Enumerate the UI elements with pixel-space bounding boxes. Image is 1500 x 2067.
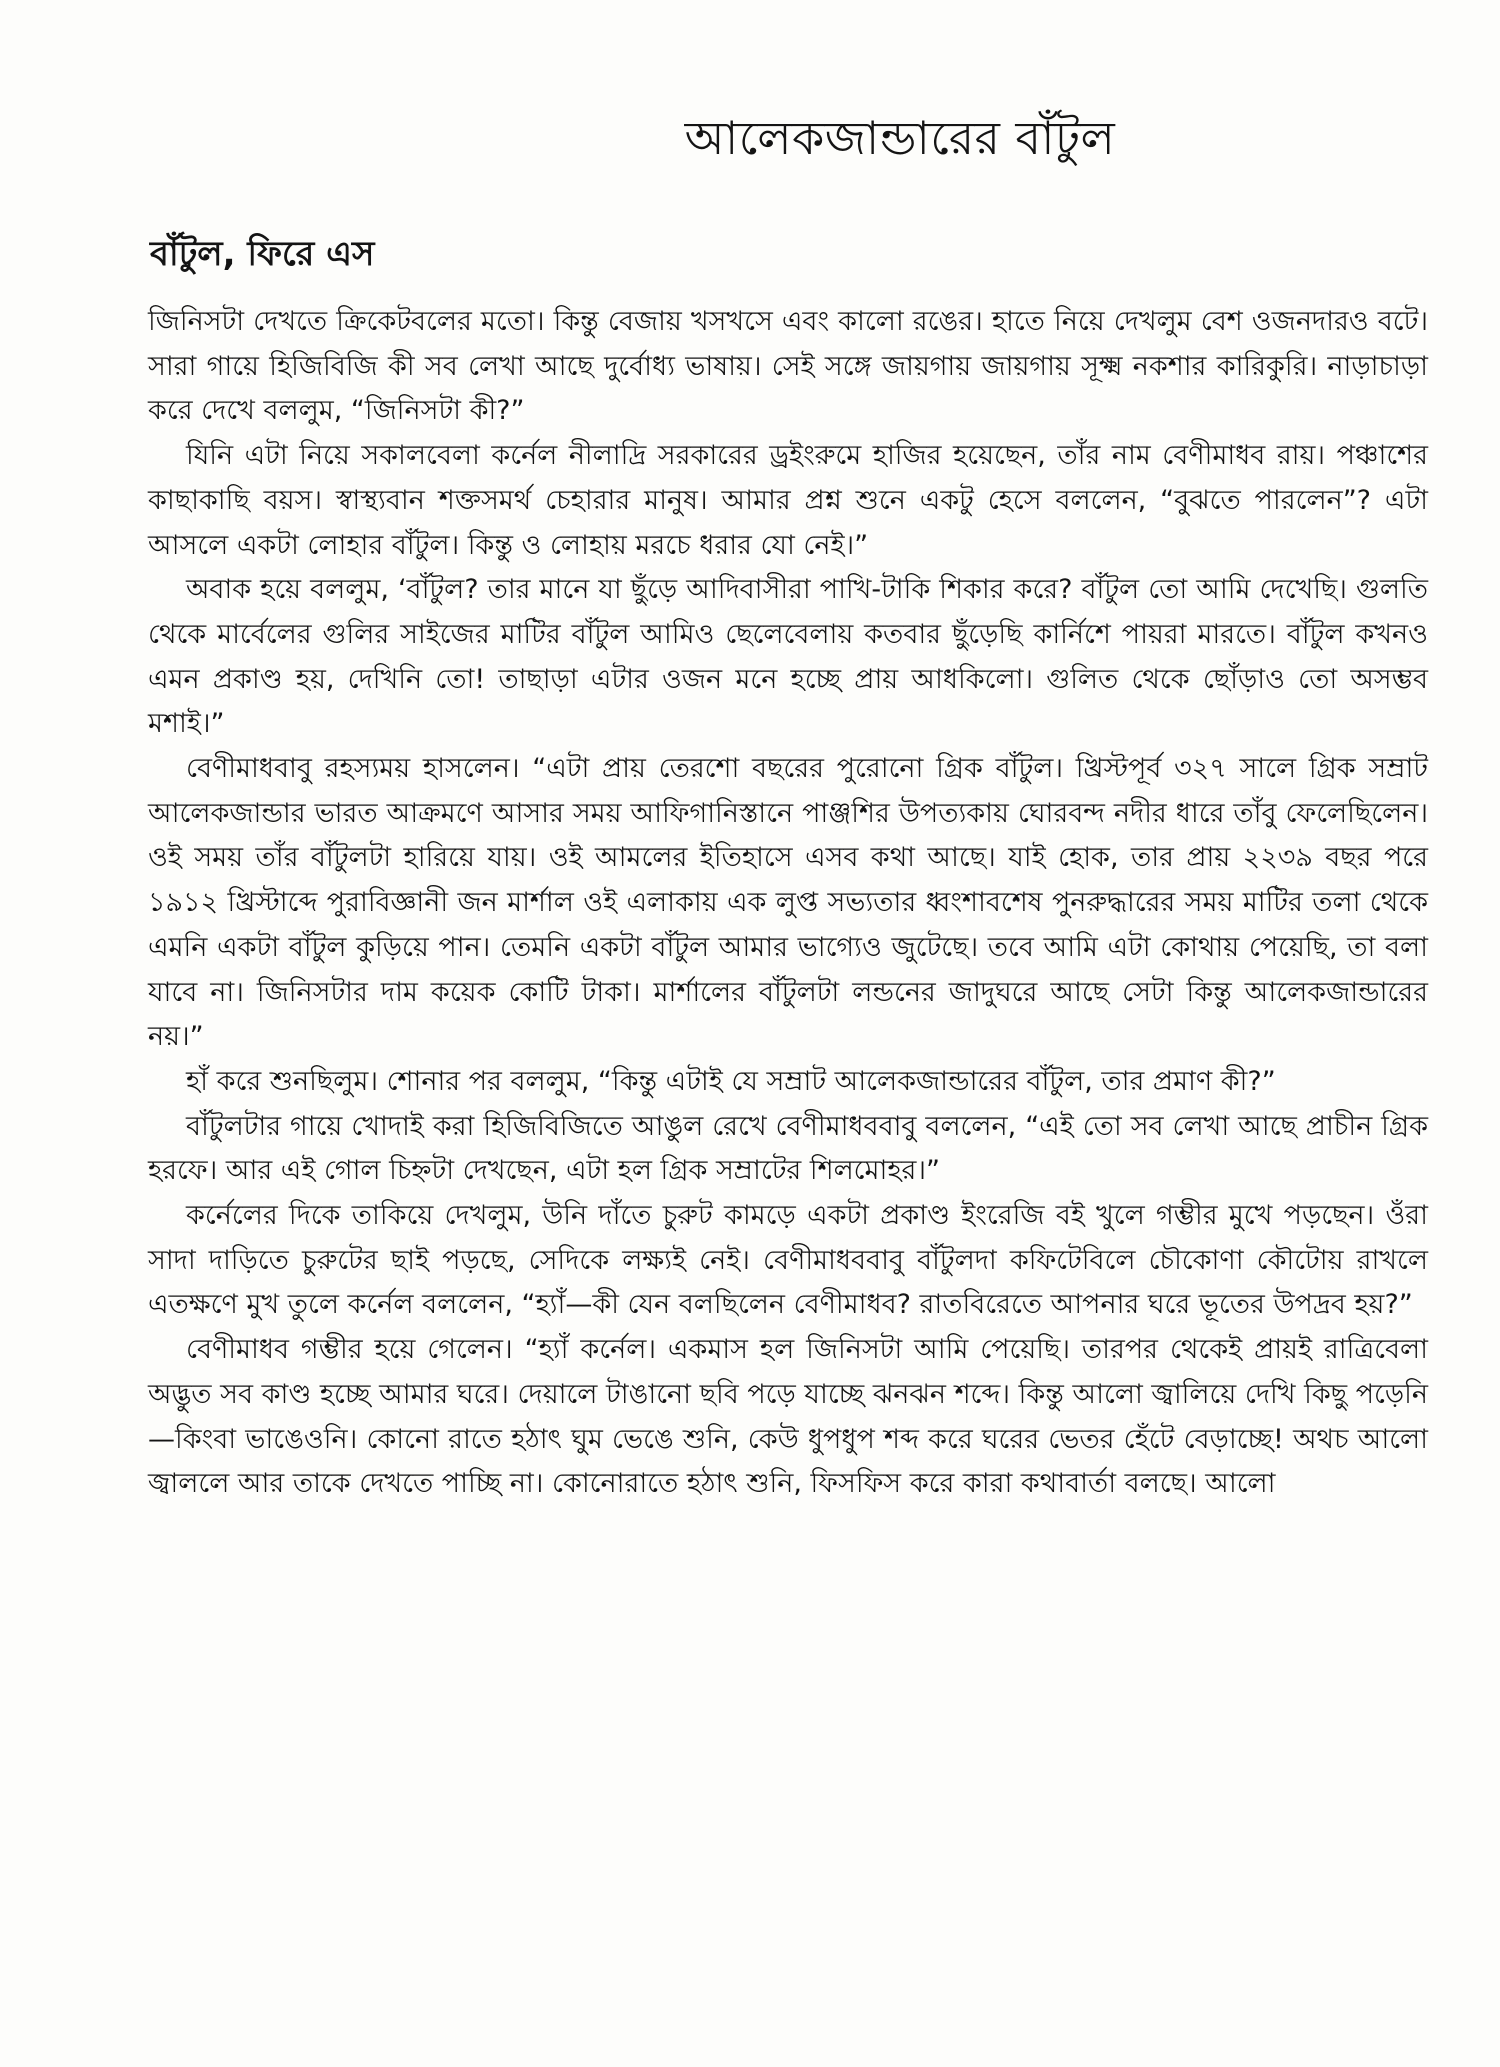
paragraph: বেণীমাধবাবু রহস্যময় হাসলেন। “এটা প্রায় তেরশো বছরের পুরোনো গ্রিক বাঁটুল। খ্রিস্টপূর্ব ৩২৭ সালে গ্রিক সম্রাট আলেকজান্ডার ভারত আক্রমণে আসার সময় আফিগানিস্তানে পাঞ্জশির উপত্যকায় ঘোরবন্দ নদীর ধারে তাঁবু ফেলেছিলেন। ওই সময় তাঁর বাঁটুলটা হারিয়ে যায়। ওই আমলের ইতিহাসে এসব কথা আছে। যাই হোক, তার প্রায় ২২৩৯ বছর পরে ১৯১২ খ্রিস্টাব্দে পুরাবিজ্ঞানী জন মার্শাল ওই এলাকায় এক লুপ্ত সভ্যতার ধ্বংশাবশেষ পুনরুদ্ধারের সময় মাটির তলা থেকে এমনি একটা বাঁটুল কুড়িয়ে পান। তেমনি একটা বাঁটুল আমার ভাগ্যেও জুটেছে। তবে আমি এটা কোথায় পেয়েছি, তা বলা যাবে না। জিনিসটার দাম কয়েক কোটি টাকা। মার্শালের বাঁটুলটা লন্ডনের জাদুঘরে আছে সেটা কিন্তু আলেকজান্ডারের নয়।” xyxy=(148,753,1428,1053)
chapter-title: আলেকজান্ডারের বাঁটুল xyxy=(684,111,1116,165)
paragraph: যিনি এটা নিয়ে সকালবেলা কর্নেল নীলাদ্রি সরকারের ড্রইংরুমে হাজির হয়েছেন, তাঁর নাম বেণীমাধব রায়। পঞ্চাশের কাছাকাছি বয়স। স্বাস্থ্যবান শক্তসমর্থ চেহারার মানুষ। আমার প্রশ্ন শুনে একটু হেসে বললেন, “বুঝতে পারলেন”? এটা আসলে একটা লোহার বাঁটুল। কিন্তু ও লোহায় মরচে ধরার যো নেই।” xyxy=(148,440,1428,561)
body-text xyxy=(148,300,1428,1507)
paragraph: বেণীমাধব গম্ভীর হয়ে গেলেন। “হ্যাঁ কর্নেল। একমাস হল জিনিসটা আমি পেয়েছি। তারপর থেকেই প্রায়ই রাত্রিবেলা অদ্ভুত সব কাণ্ড হচ্ছে আমার ঘরে। দেয়ালে টাঙানো ছবি পড়ে যাচ্ছে ঝনঝন শব্দে। কিন্তু আলো জ্বালিয়ে দেখি কিছু পড়েনি—কিংবা ভাঙেওনি। কোনো রাতে হঠাৎ ঘুম ভেঙে শুনি, কেউ ধুপধুপ শব্দ করে ঘরের ভেতর হেঁটে বেড়াচ্ছে! অথচ আলো জ্বাললে আর তাকে দেখতে পাচ্ছি না। কোনোরাতে হঠাৎ শুনি, ফিসফিস করে কারা কথাবার্তা বলছে। আলো xyxy=(148,1334,1428,1500)
section-heading: বাঁটুল, ফিরে এস xyxy=(150,234,375,274)
paragraph: জিনিসটা দেখতে ক্রিকেটবলের মতো। কিন্তু বেজায় খসখসে এবং কালো রঙের। হাতে নিয়ে দেখলুম বেশ ওজনদারও বটে। সারা গায়ে হিজিবিজি কী সব লেখা আছে দুর্বোধ্য ভাষায়। সেই সঙ্গে জায়গায় জায়গায় সূক্ষ্ম নকশার কারিকুরি। নাড়াচাড়া করে দেখে বললুম, “জিনিসটা কী?” xyxy=(148,306,1428,427)
paragraph: হাঁ করে শুনছিলুম। শোনার পর বললুম, “কিন্তু এটাই যে সম্রাট আলেকজান্ডারের বাঁটুল, তার প্রমাণ কী?” xyxy=(186,1065,1276,1097)
paragraph: কর্নেলের দিকে তাকিয়ে দেখলুম, উনি দাঁতে চুরুট কামড়ে একটা প্রকাণ্ড ইংরেজি বই খুলে গম্ভীর মুখে পড়ছেন। ওঁরা সাদা দাড়িতে চুরুটের ছাই পড়ছে, সেদিকে লক্ষ্যই নেই। বেণীমাধববাবু বাঁটুলদা কফিটেবিলে চৌকোণা কৌটোয় রাখলে এতক্ষণে মুখ তুলে কর্নেল বললেন, “হ্যাঁ—কী যেন বলছিলেন বেণীমাধব? রাতবিরেতে আপনার ঘরে ভূতের উপদ্রব হয়?” xyxy=(148,1200,1428,1321)
paragraph: বাঁটুলটার গায়ে খোদাই করা হিজিবিজিতে আঙুল রেখে বেণীমাধববাবু বললেন, “এই তো সব লেখা আছে প্রাচীন গ্রিক হরফে। আর এই গোল চিহ্নটা দেখছেন, এটা হল গ্রিক সম্রাটের শিলমোহর।” xyxy=(148,1110,1428,1187)
paragraph: অবাক হয়ে বললুম, ‘বাঁটুল? তার মানে যা ছুঁড়ে আদিবাসীরা পাখি-টাকি শিকার করে? বাঁটুল তো আমি দেখেছি। গুলতি থেকে মার্বেলের গুলির সাইজের মাটির বাঁটুল আমিও ছেলেবেলায় কতবার ছুঁড়েছি কার্নিশে পায়রা মারতে। বাঁটুল কখনও এমন প্রকাণ্ড হয়, দেখিনি তো! তাছাড়া এটার ওজন মনে হচ্ছে প্রায় আধকিলো। গুলিত থেকে ছোঁড়াও তো অসম্ভব মশাই।” xyxy=(148,574,1428,740)
